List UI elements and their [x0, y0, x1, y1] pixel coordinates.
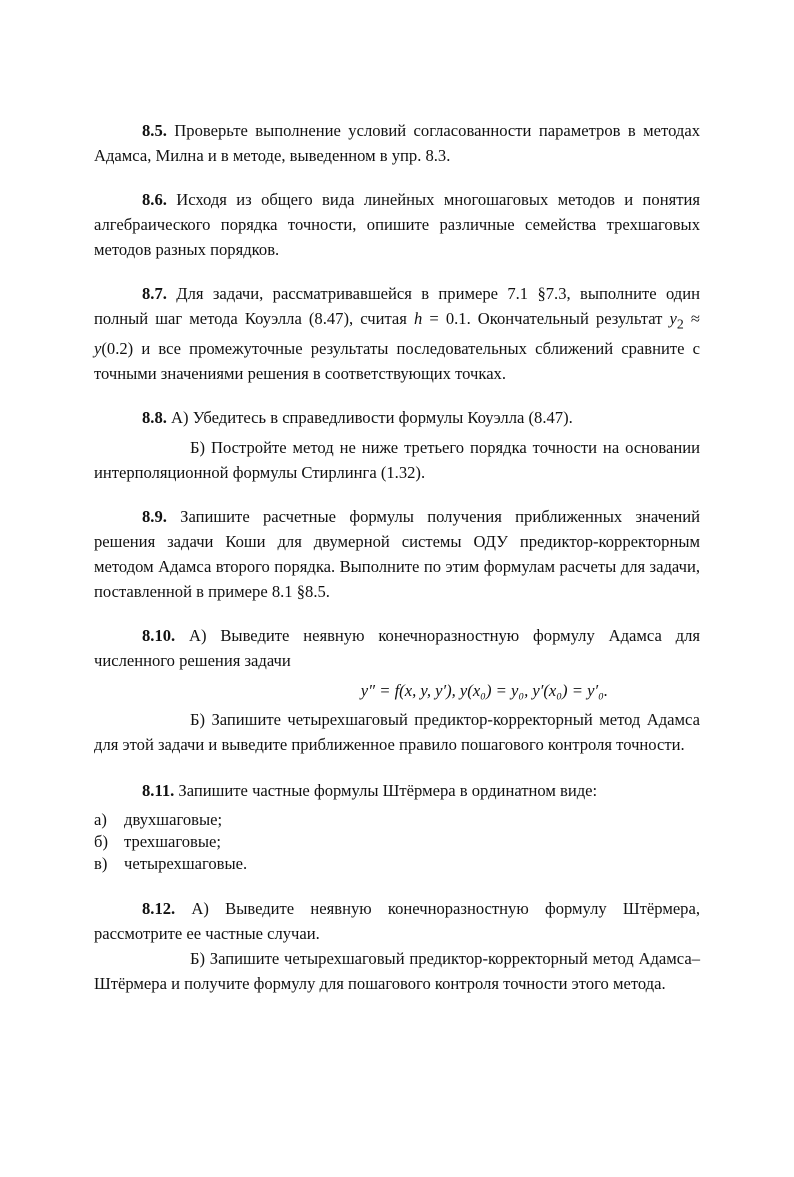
problem-part-b: Б) Запишите четырехшаговый предиктор-корректорный метод Адамса для этой задачи и выведите приближенное правило пошагового контроля точности.: [94, 710, 700, 755]
list-label: двухшаговые;: [124, 810, 223, 830]
problem-text: А) Убедитесь в справедливости формулы Коуэлла (8.47).: [166, 408, 573, 428]
list: [94, 809, 700, 875]
problem-text: Исходя из общего вида линейных многошаговых методов и понятия алгебраического порядка точности, опишите различные семейства трехшаговых методов разных порядков.: [94, 190, 700, 259]
step-variable: h: [414, 309, 423, 328]
problem-number: 8.11.: [142, 781, 175, 801]
problem-part-b: Б) Запишите четырехшаговый предиктор-корректорный метод Адамса–Штёрмера и получите формулу для пошагового контроля точности этого метода.: [94, 949, 700, 994]
function-argument: (0.2): [101, 339, 134, 359]
problem-text: Запишите частные формулы Штёрмера в ординатном виде:: [174, 781, 598, 801]
problem-paragraph: [94, 504, 700, 604]
problem-text: Запишите расчетные формулы получения приближенных значений решения задачи Коши для двумерной системы ОДУ предиктор-корректорным методом Адамса второго порядка. Выполните по этим формулам расчеты для задачи, поставленной в примере 8.1 §8.5.: [94, 507, 700, 602]
problem-8-12: [94, 896, 700, 996]
problem-number: 8.7.: [142, 284, 167, 303]
problem-number: 8.8.: [142, 408, 167, 428]
list-marker: а): [94, 810, 107, 830]
problem-paragraph: [94, 187, 700, 262]
problem-paragraph: [94, 118, 700, 168]
list-marker: в): [94, 854, 108, 874]
result-variable: y: [669, 309, 677, 328]
list-label: четырехшаговые.: [124, 854, 248, 874]
problem-8-8: [94, 405, 700, 485]
problem-text: Для задачи, рассматривавшейся в примере 7.1 §7.3, выполните один полный шаг метода Коуэлла (8.47), считая: [94, 284, 700, 328]
problem-8-7: [94, 281, 700, 386]
problem-8-9: [94, 504, 700, 604]
problem-8-11: [94, 778, 700, 875]
result-subscript: 2: [676, 316, 684, 332]
problem-number: 8.6.: [142, 190, 167, 209]
problem-number: 8.10.: [142, 626, 176, 646]
list-item: [94, 831, 700, 853]
approx-sign: ≈: [683, 309, 700, 328]
problem-part-a: [94, 623, 700, 673]
problem-8-10: [94, 623, 700, 757]
problem-number: 8.9.: [142, 507, 167, 527]
list-item: [94, 809, 700, 831]
problem-text: А) Выведите неявную конечноразностную формулу Штёрмера, рассмотрите ее частные случаи.: [94, 899, 700, 944]
problem-8-5: [94, 118, 700, 168]
step-value-text: = 0.1. Окончательный результат: [422, 309, 670, 328]
list-marker: б): [94, 832, 108, 852]
list-label: трехшаговые;: [124, 832, 221, 852]
problem-text: А) Выведите неявную конечноразностную формулу Адамса для численного решения задачи: [94, 626, 700, 671]
problem-text-continued: и все промежуточные результаты последовательных сближений сравните с точными значениями решения в соответствующих точках.: [94, 339, 700, 384]
problem-part-a: [94, 405, 700, 430]
list-item: [94, 853, 700, 875]
problem-list: [94, 118, 700, 996]
problem-paragraph: [94, 778, 700, 803]
equation: y″ = f(x, y, y′), y(x₀) = y₀, y′(x₀) = y′₀.: [360, 681, 608, 701]
problem-paragraph: [94, 281, 700, 386]
problem-8-6: [94, 187, 700, 262]
problem-part-b: Б) Постройте метод не ниже третьего порядка точности на основании интерполяционной формулы Стирлинга (1.32).: [94, 438, 700, 483]
problem-number: 8.5.: [142, 121, 167, 140]
function-symbol: y: [94, 339, 102, 359]
problem-number: 8.12.: [142, 899, 176, 919]
problem-part-a: [94, 896, 700, 946]
problem-text: Проверьте выполнение условий согласованности параметров в методах Адамса, Милна и в методе, выведенном в упр. 8.3.: [94, 121, 700, 165]
